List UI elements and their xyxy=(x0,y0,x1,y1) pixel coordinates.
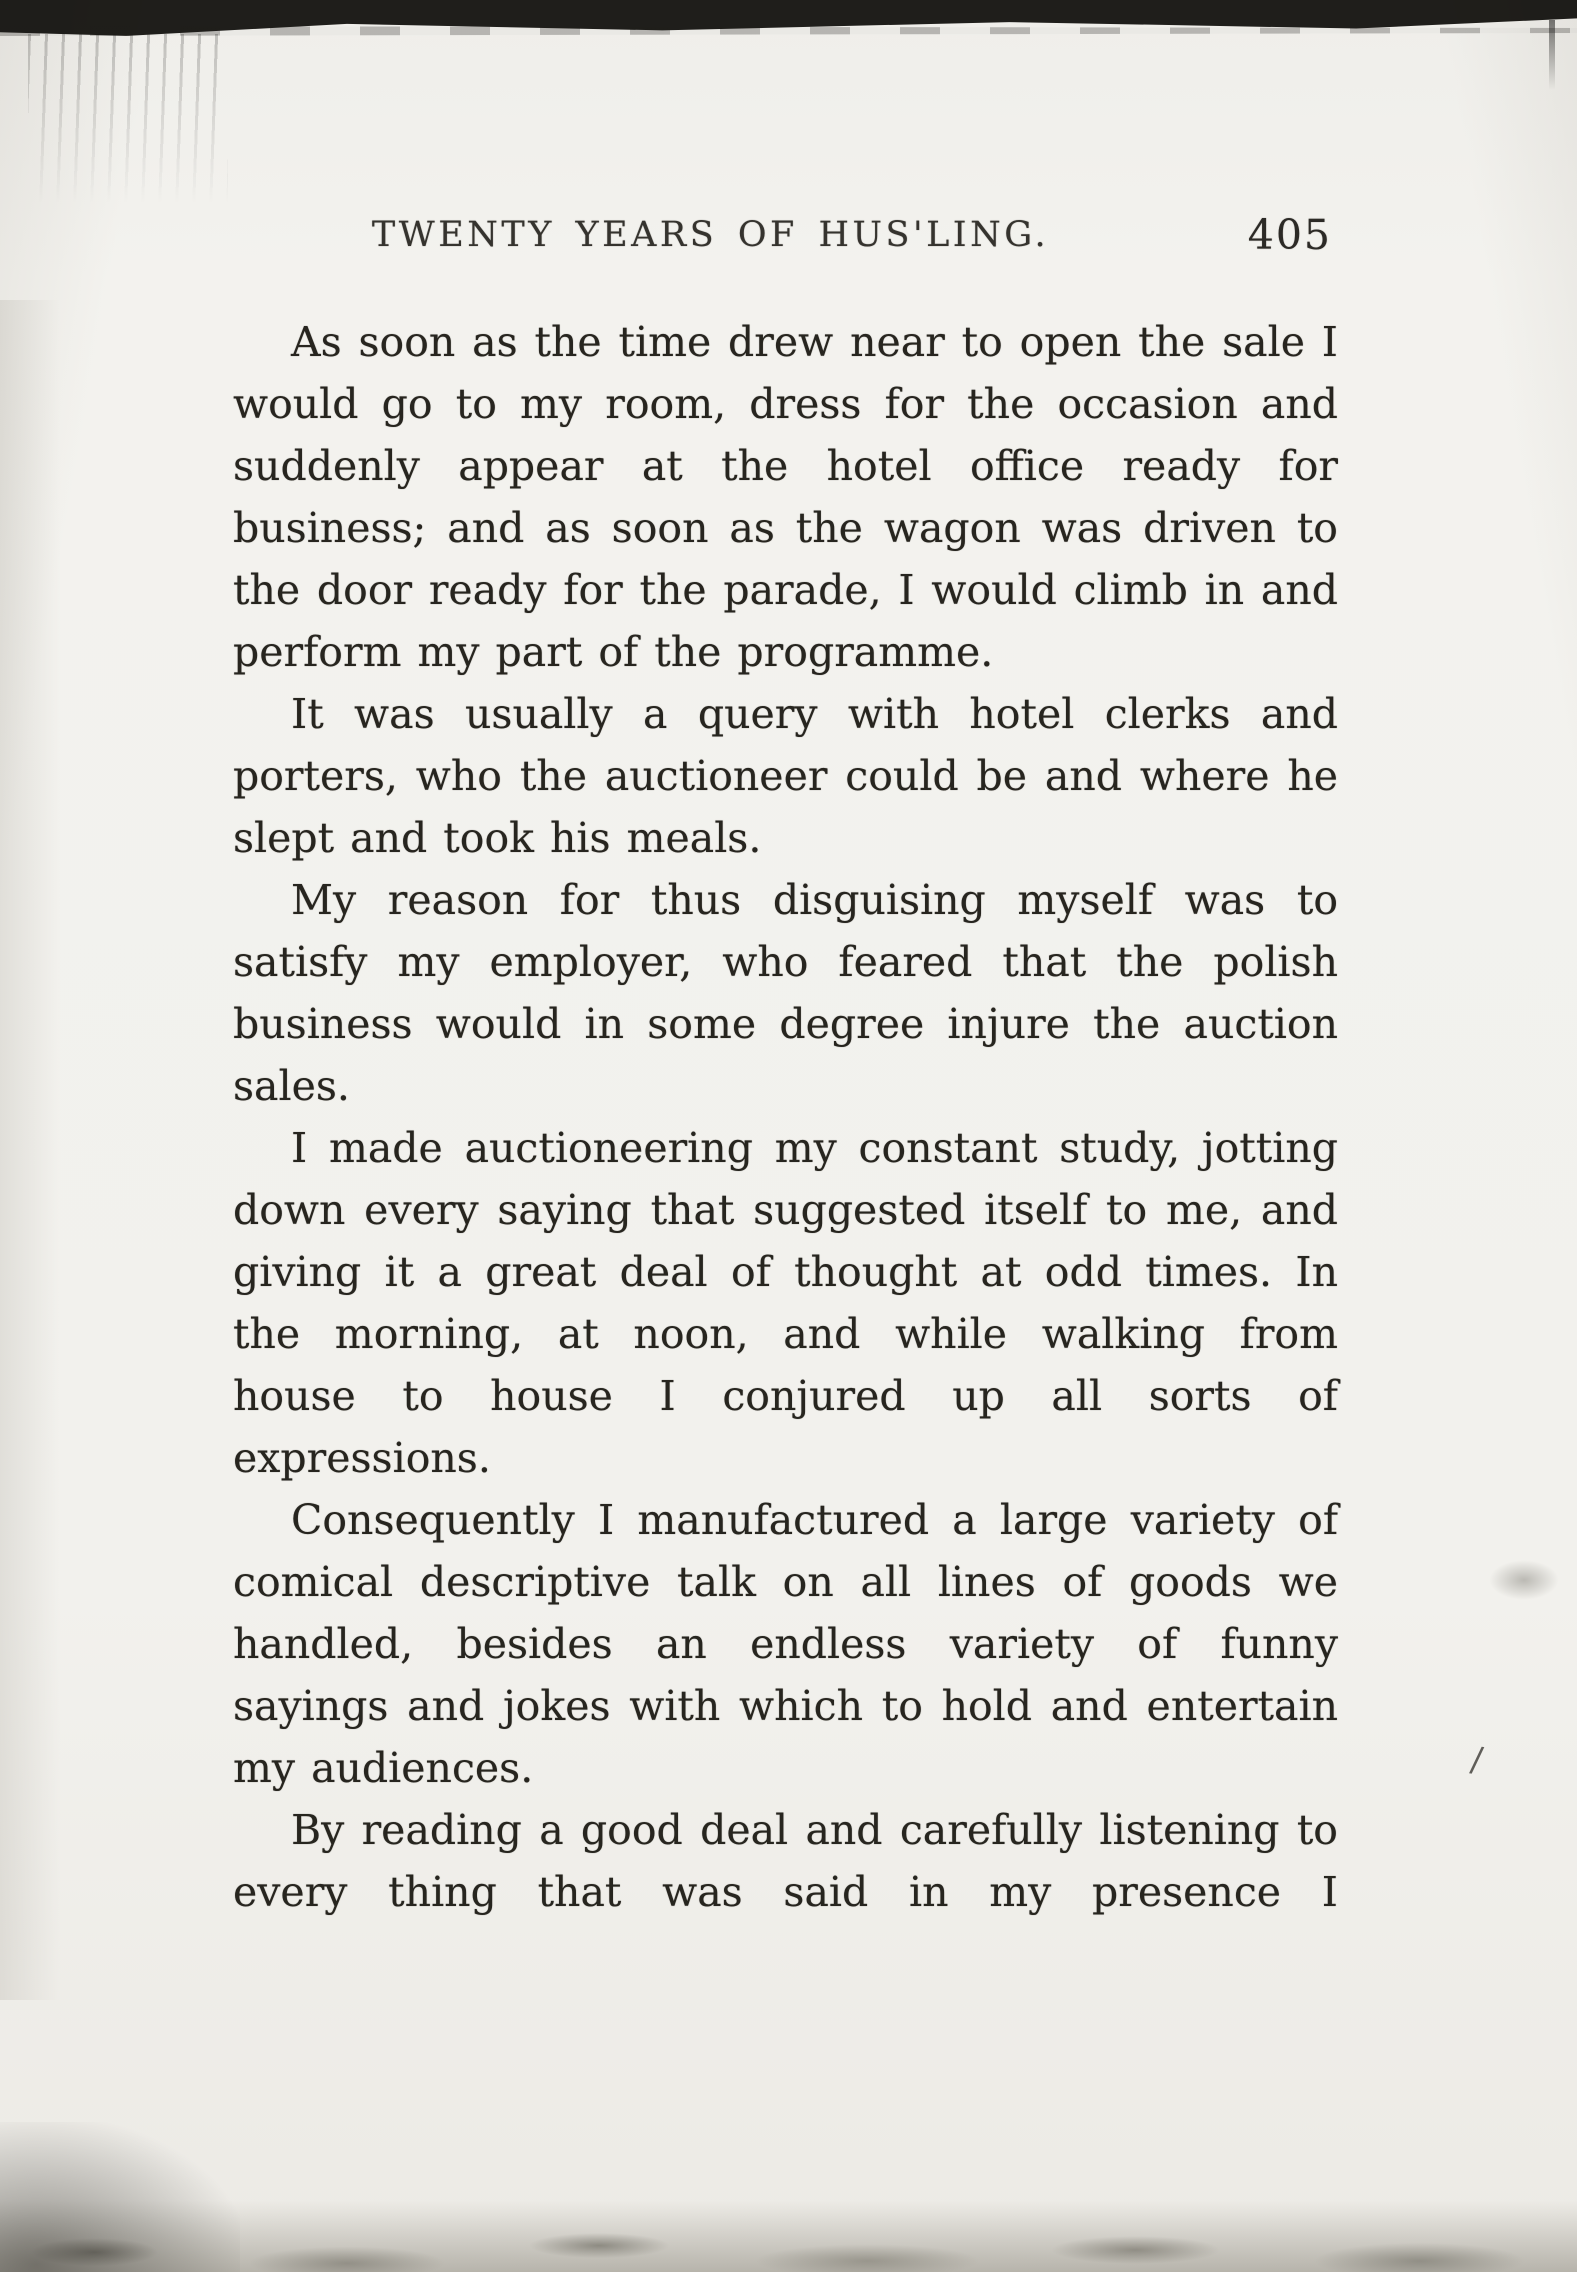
paragraph: As soon as the time drew near to open the sale I would go to my room, dress for the occasion and suddenly appear at the hotel office ready for business; and as soon as the wagon was driven to the door ready for the parade, I would climb in and perform my part of the programme. xyxy=(233,318,1338,676)
page-number: 405 xyxy=(1247,211,1332,259)
scan-artifact-top-left-streaks xyxy=(28,34,228,204)
paragraph: It was usually a query with hotel clerks and porters, who the auctioneer could be and where he slept and took his meals. xyxy=(233,690,1338,862)
paragraph: By reading a good deal and carefully listening to every thing that was said in my presence I xyxy=(233,1806,1338,1916)
paragraph: My reason for thus disguising myself was to satisfy my employer, who feared that the polish business would in some degree injure the auction sales. xyxy=(233,876,1338,1110)
scan-artifact-right-smudge xyxy=(1489,1560,1559,1600)
page-content xyxy=(233,211,1338,1923)
scan-artifact-pen-mark: / xyxy=(1467,1739,1485,1781)
running-header xyxy=(233,211,1338,285)
paragraph: I made auctioneering my constant study, jotting down every saying that suggested itself to me, and giving it a great deal of thought at odd times. In the morning, at noon, and while walking from house to house I conjured up all sorts of expressions. xyxy=(233,1124,1338,1482)
page-title: TWENTY YEARS OF HUS'LING. xyxy=(371,215,1050,255)
scan-artifact-top-band xyxy=(0,0,1577,46)
scan-artifact-left-wash xyxy=(0,300,60,2000)
paragraph: Consequently I manufactured a large variety of comical descriptive talk on all lines of goods we handled, besides an endless variety of funny sayings and jokes with which to hold and entertain my audiences. xyxy=(233,1496,1338,1792)
scan-artifact-bottom-corner-blot xyxy=(0,2122,240,2272)
scan-artifact-top-right-streak xyxy=(1549,20,1555,90)
body-text xyxy=(233,311,1338,1923)
